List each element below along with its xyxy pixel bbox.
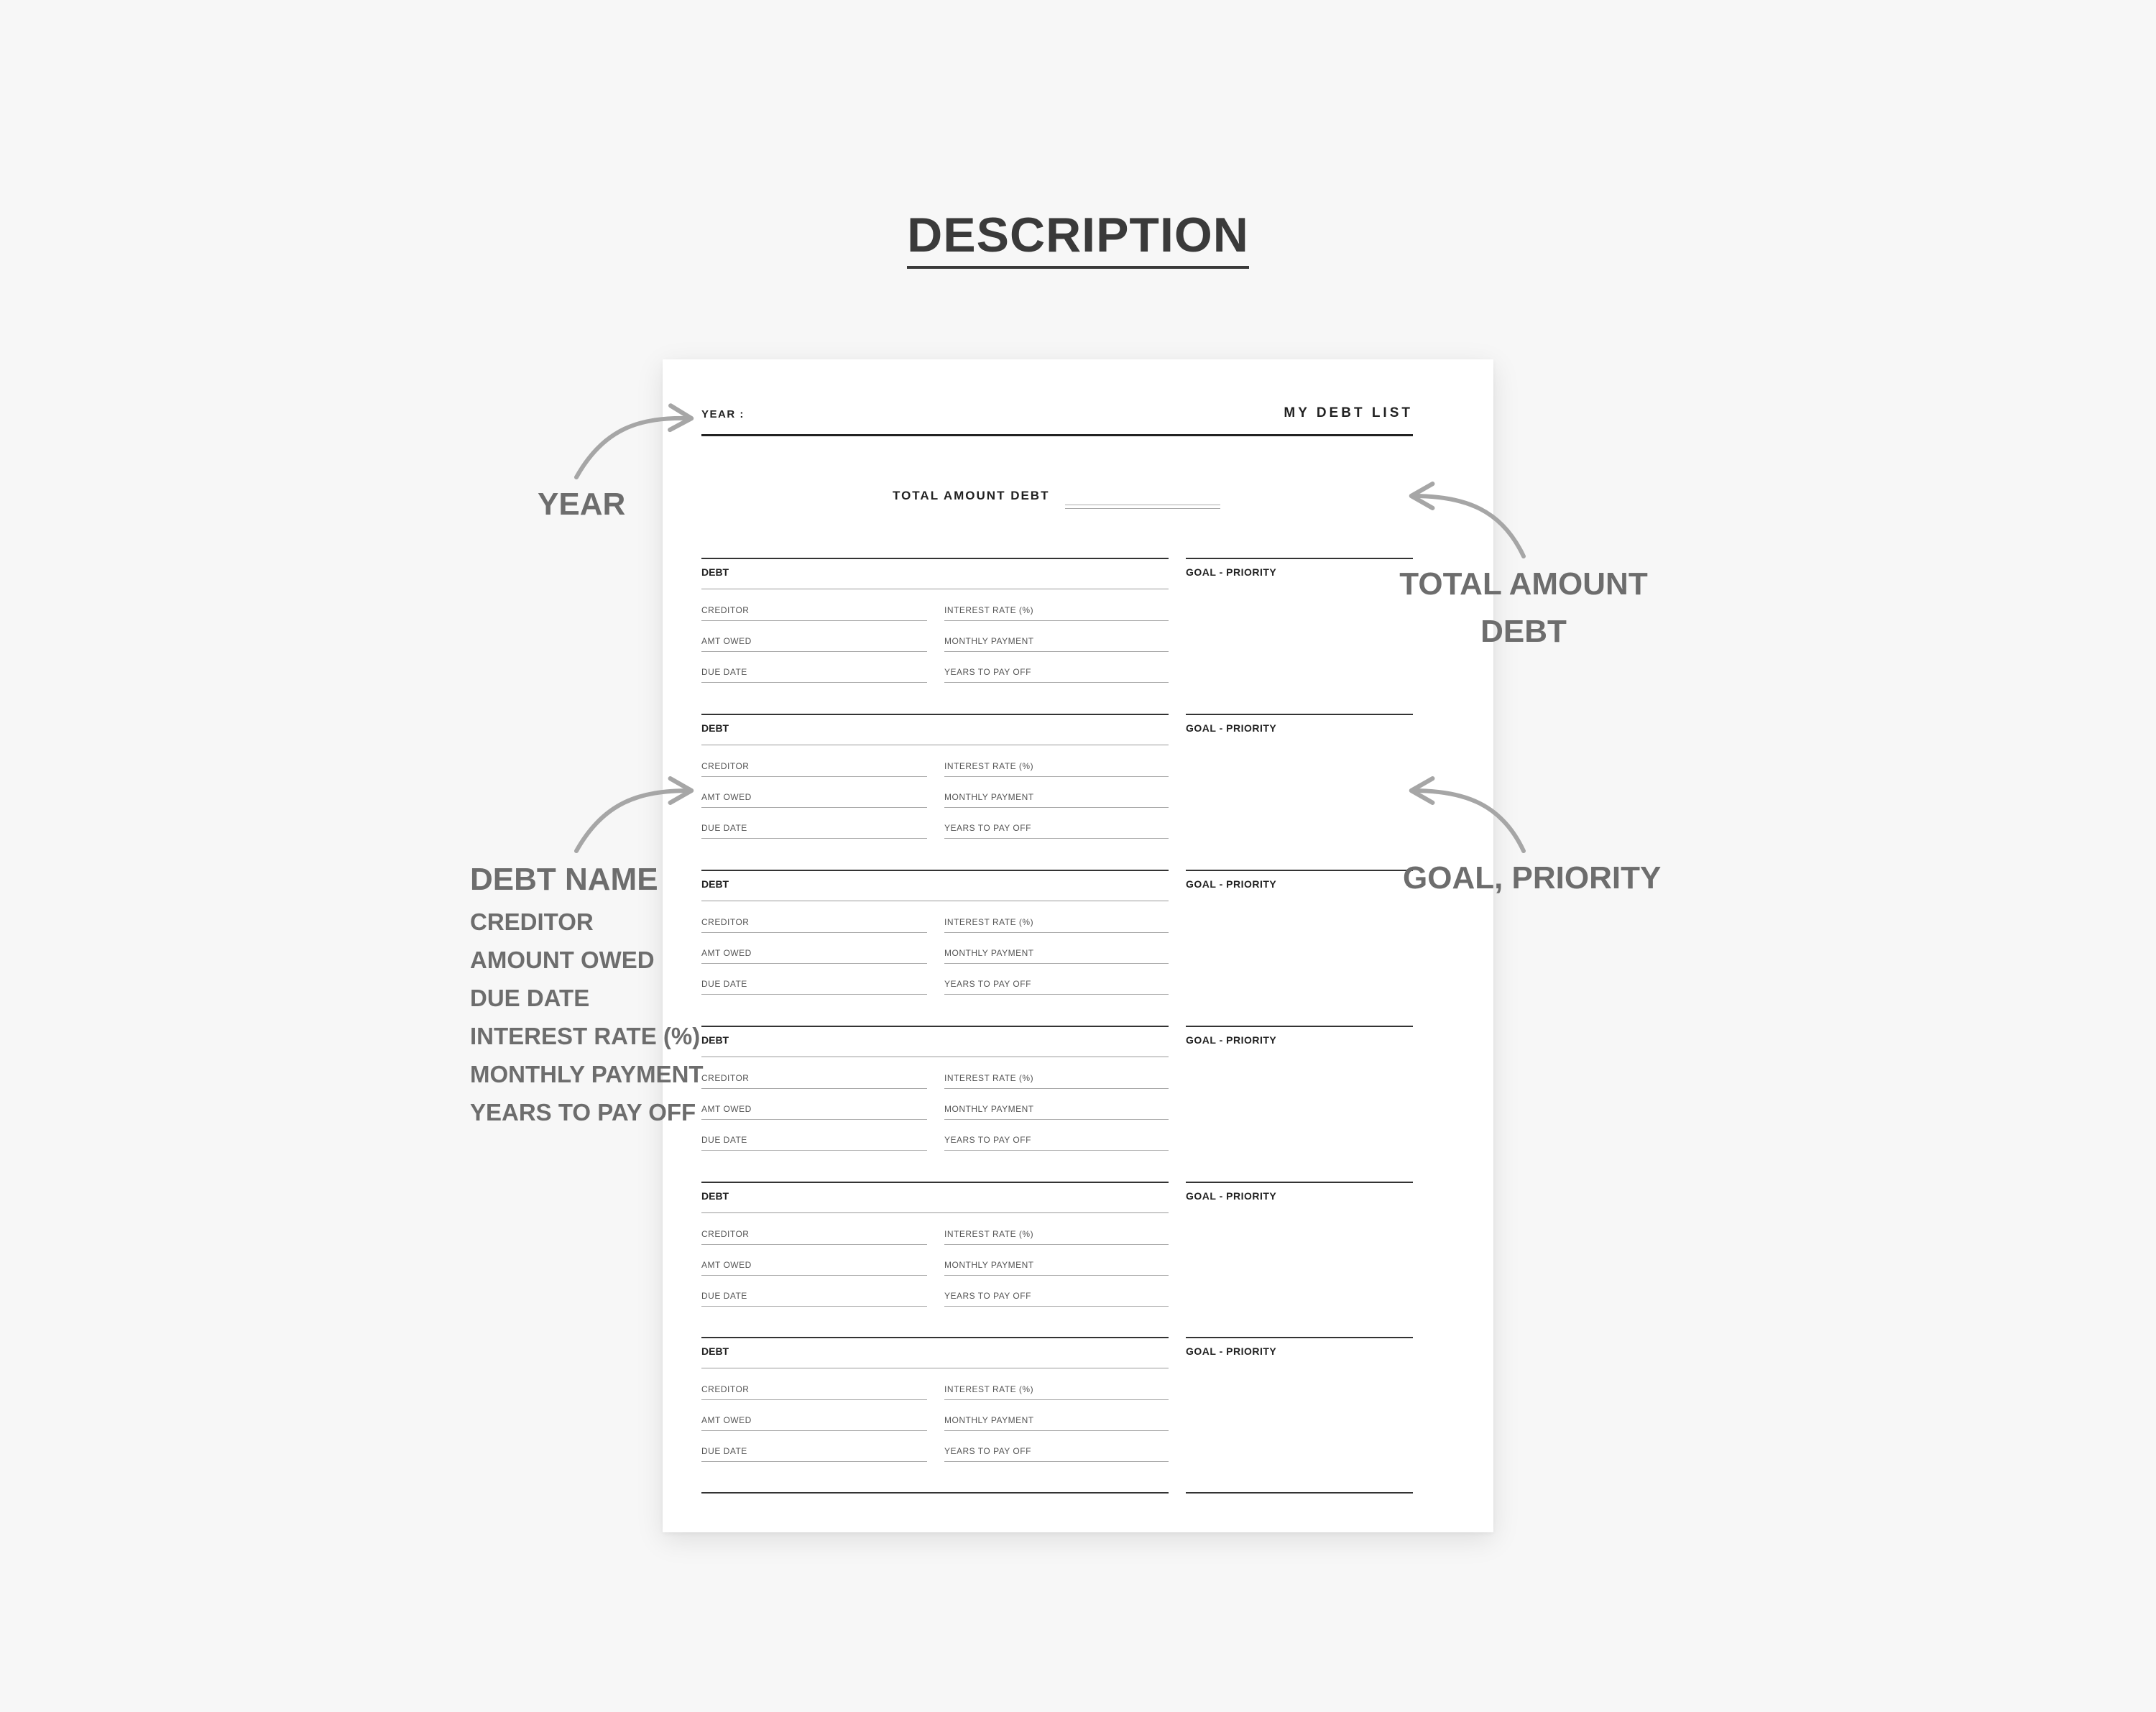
goal-priority-label: GOAL - PRIORITY — [1186, 1190, 1277, 1202]
field-label-right: YEARS TO PAY OFF — [944, 823, 1031, 833]
field-line-right — [944, 838, 1169, 839]
goal-priority-label: GOAL - PRIORITY — [1186, 878, 1277, 890]
field-label-right: YEARS TO PAY OFF — [944, 1446, 1031, 1456]
debt-name-label: DEBT — [701, 1034, 729, 1046]
goal-top-rule — [1186, 1337, 1413, 1338]
field-line-right — [944, 651, 1169, 652]
annotation-total-line1: TOTAL AMOUNT — [1399, 566, 1648, 602]
field-line-left — [701, 776, 927, 777]
annotation-year: YEAR — [538, 487, 626, 522]
debt-block — [701, 1182, 1413, 1340]
goal-top-rule — [1186, 1026, 1413, 1027]
field-label-left: AMT OWED — [701, 1415, 752, 1425]
field-line-right — [944, 1150, 1169, 1151]
bottom-rule-right — [1186, 1492, 1413, 1494]
annotation-list-item: YEARS TO PAY OFF — [470, 1099, 696, 1126]
field-line-left — [701, 1088, 927, 1089]
annotation-total-amount-debt — [1394, 561, 1653, 655]
field-label-right: YEARS TO PAY OFF — [944, 1135, 1031, 1145]
goal-priority-label: GOAL - PRIORITY — [1186, 1034, 1277, 1046]
annotation-goal-priority: GOAL, PRIORITY — [1403, 860, 1662, 896]
field-label-left: DUE DATE — [701, 1291, 747, 1301]
debt-block — [701, 1337, 1413, 1495]
field-line-right — [944, 1119, 1169, 1120]
field-line-left — [701, 1461, 927, 1462]
debt-block — [701, 558, 1413, 716]
debt-name-label: DEBT — [701, 1190, 729, 1202]
field-line-left — [701, 838, 927, 839]
field-label-left: CREDITOR — [701, 917, 750, 927]
debt-top-rule — [701, 1026, 1169, 1027]
field-line-right — [944, 1088, 1169, 1089]
field-label-right: MONTHLY PAYMENT — [944, 1260, 1034, 1270]
page-title: DESCRIPTION — [907, 207, 1249, 269]
field-label-left: DUE DATE — [701, 979, 747, 989]
debt-name-label: DEBT — [701, 722, 729, 734]
debt-top-rule — [701, 558, 1169, 559]
field-label-right: INTEREST RATE (%) — [944, 1384, 1034, 1394]
field-line-right — [944, 1244, 1169, 1245]
field-label-left: CREDITOR — [701, 761, 750, 771]
field-line-left — [701, 932, 927, 933]
annotation-list-item: DUE DATE — [470, 985, 590, 1011]
field-line-right — [944, 1275, 1169, 1276]
goal-top-rule — [1186, 714, 1413, 715]
annotation-list-item: INTEREST RATE (%) — [470, 1023, 701, 1049]
annotation-total-line2: DEBT — [1480, 614, 1567, 649]
goal-priority-label: GOAL - PRIORITY — [1186, 566, 1277, 578]
field-label-right: MONTHLY PAYMENT — [944, 1104, 1034, 1114]
field-line-right — [944, 1399, 1169, 1400]
field-line-right — [944, 1306, 1169, 1307]
debt-block — [701, 714, 1413, 872]
field-label-right: INTEREST RATE (%) — [944, 761, 1034, 771]
field-label-right: MONTHLY PAYMENT — [944, 948, 1034, 958]
field-label-left: CREDITOR — [701, 1384, 750, 1394]
field-line-right — [944, 994, 1169, 995]
field-label-left: AMT OWED — [701, 1260, 752, 1270]
annotation-list-item: MONTHLY PAYMENT — [470, 1061, 704, 1087]
field-line-right — [944, 620, 1169, 621]
field-label-left: DUE DATE — [701, 1135, 747, 1145]
debt-name-label: DEBT — [701, 1345, 729, 1357]
debt-top-rule — [701, 714, 1169, 715]
field-line-left — [701, 620, 927, 621]
field-line-left — [701, 807, 927, 808]
field-line-left — [701, 1399, 927, 1400]
debt-name-label: DEBT — [701, 878, 729, 890]
field-label-left: DUE DATE — [701, 823, 747, 833]
goal-top-rule — [1186, 1182, 1413, 1183]
field-label-right: MONTHLY PAYMENT — [944, 636, 1034, 646]
year-label: YEAR : — [701, 408, 745, 420]
field-label-left: AMT OWED — [701, 792, 752, 802]
field-line-left — [701, 1119, 927, 1120]
field-line-left — [701, 1150, 927, 1151]
debt-block — [701, 1026, 1413, 1184]
field-label-left: DUE DATE — [701, 1446, 747, 1456]
field-line-right — [944, 932, 1169, 933]
header-rule — [701, 434, 1413, 436]
debt-top-rule — [701, 1337, 1169, 1338]
field-label-left: CREDITOR — [701, 605, 750, 615]
total-amount-label: TOTAL AMOUNT DEBT — [893, 489, 1050, 502]
sheet-title: MY DEBT LIST — [1284, 405, 1413, 420]
field-label-left: CREDITOR — [701, 1229, 750, 1239]
field-line-right — [944, 1430, 1169, 1431]
field-label-left: AMT OWED — [701, 636, 752, 646]
field-label-right: MONTHLY PAYMENT — [944, 1415, 1034, 1425]
field-line-left — [701, 994, 927, 995]
field-label-right: MONTHLY PAYMENT — [944, 792, 1034, 802]
field-label-right: INTEREST RATE (%) — [944, 1073, 1034, 1083]
debt-list-sheet — [663, 359, 1493, 1532]
field-label-right: YEARS TO PAY OFF — [944, 667, 1031, 677]
goal-top-rule — [1186, 870, 1413, 871]
field-label-left: AMT OWED — [701, 1104, 752, 1114]
field-label-right: INTEREST RATE (%) — [944, 1229, 1034, 1239]
field-line-right — [944, 807, 1169, 808]
field-line-right — [944, 1461, 1169, 1462]
debt-name-label: DEBT — [701, 566, 729, 578]
goal-priority-label: GOAL - PRIORITY — [1186, 1345, 1277, 1357]
total-amount-line — [1065, 505, 1220, 509]
field-label-left: DUE DATE — [701, 667, 747, 677]
field-line-left — [701, 1306, 927, 1307]
field-line-left — [701, 1244, 927, 1245]
field-line-right — [944, 682, 1169, 683]
annotation-debt-fields — [470, 860, 704, 1131]
field-label-left: CREDITOR — [701, 1073, 750, 1083]
annotation-list-item: AMOUNT OWED — [470, 947, 655, 973]
page-heading — [0, 207, 2156, 269]
debt-top-rule — [701, 870, 1169, 871]
bottom-rule-left — [701, 1492, 1169, 1494]
field-line-left — [701, 651, 927, 652]
field-label-left: AMT OWED — [701, 948, 752, 958]
field-line-left — [701, 1275, 927, 1276]
field-label-right: YEARS TO PAY OFF — [944, 979, 1031, 989]
debt-block — [701, 870, 1413, 1028]
annotation-list-item: CREDITOR — [470, 908, 594, 935]
field-label-right: YEARS TO PAY OFF — [944, 1291, 1031, 1301]
field-label-right: INTEREST RATE (%) — [944, 917, 1034, 927]
field-line-left — [701, 1430, 927, 1431]
goal-top-rule — [1186, 558, 1413, 559]
debt-top-rule — [701, 1182, 1169, 1183]
field-line-left — [701, 963, 927, 964]
field-line-left — [701, 682, 927, 683]
debt-name-rule — [701, 1212, 1169, 1213]
field-line-right — [944, 963, 1169, 964]
field-line-right — [944, 776, 1169, 777]
annotation-debt-name: DEBT NAME — [470, 862, 658, 897]
goal-priority-label: GOAL - PRIORITY — [1186, 722, 1277, 734]
field-label-right: INTEREST RATE (%) — [944, 605, 1034, 615]
